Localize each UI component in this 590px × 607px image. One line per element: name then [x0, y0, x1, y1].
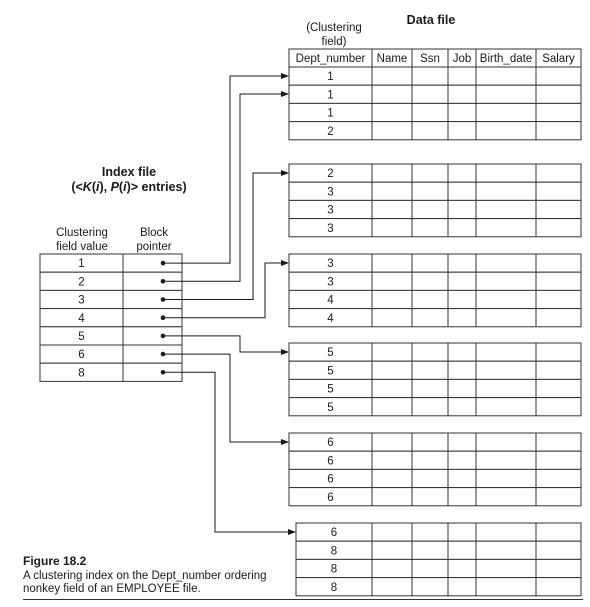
- data-block-row: [289, 254, 581, 272]
- index-col2-header-line1: Block: [139, 227, 169, 239]
- data-block-2: [289, 164, 581, 237]
- index-col2-header-line2: pointer: [136, 241, 172, 253]
- column-header-salary: Salary: [542, 53, 575, 65]
- block-pointer-arrow: [165, 263, 288, 318]
- block-pointer-dot: [161, 315, 166, 320]
- dept-number-cell: 8: [330, 545, 338, 558]
- data-block-row: [296, 559, 581, 577]
- data-block-row: [289, 309, 581, 327]
- data-file-title: Data file: [406, 13, 456, 27]
- block-pointer-dot: [161, 334, 166, 339]
- block-pointer-dot: [161, 370, 166, 375]
- index-entry-row: [40, 254, 182, 272]
- block-pointer-dot: [161, 297, 166, 302]
- data-block-3: [289, 254, 581, 327]
- dept-number-cell: 6: [330, 527, 338, 540]
- block-pointer-arrow: [165, 76, 288, 263]
- clustering-field-value: 6: [78, 349, 85, 362]
- column-header-job: Job: [452, 53, 472, 65]
- data-block-5: [289, 433, 581, 506]
- figure-caption-text: A clustering index on the Dept_number ordering nonkey field of an EMPLOYEE file.: [23, 569, 267, 595]
- dept-number-cell: 2: [327, 125, 334, 138]
- clustering-field-value: 8: [78, 367, 85, 380]
- data-blocks: [289, 67, 581, 596]
- dept-number-cell: 4: [327, 312, 334, 325]
- data-block-row: [289, 219, 581, 237]
- data-block-row: [289, 361, 581, 379]
- data-block-4: [289, 343, 581, 416]
- index-file-subtitle: (<K(i), P(i)> entries): [71, 180, 187, 194]
- block-pointer-arrow: [165, 354, 288, 442]
- data-block-row: [289, 85, 581, 103]
- block-pointer-arrow: [165, 336, 288, 352]
- data-block-row: [289, 488, 581, 506]
- index-entry-row: [40, 290, 182, 308]
- column-header-name: Name: [376, 53, 408, 65]
- data-block-row: [289, 433, 581, 451]
- index-entry-row: [40, 272, 182, 290]
- dept-number-cell: 3: [327, 258, 334, 271]
- data-block-row: [289, 343, 581, 361]
- data-block-row: [289, 290, 581, 308]
- dept-number-cell: 3: [327, 204, 334, 217]
- dept-number-cell: 6: [327, 455, 334, 468]
- dept-number-cell: 1: [327, 107, 334, 120]
- block-pointer-dot: [161, 279, 166, 284]
- clustering-note-line2: field): [321, 36, 347, 48]
- clustering-field-value: 1: [78, 258, 85, 271]
- index-entry-row: [40, 345, 182, 363]
- clustering-note-line1: (Clustering: [306, 22, 362, 34]
- data-block-row: [289, 451, 581, 469]
- dept-number-cell: 6: [327, 437, 334, 450]
- index-entry-row: [40, 363, 182, 381]
- data-block-row: [289, 122, 581, 140]
- data-file-header-row: [289, 49, 581, 67]
- pointer-arrows: [165, 76, 295, 532]
- index-file-title: Index file: [101, 165, 157, 179]
- index-table: [40, 254, 182, 381]
- column-header-birth-date: Birth_date: [479, 53, 533, 65]
- data-block-row: [289, 398, 581, 416]
- data-block-row: [296, 541, 581, 559]
- data-block-row: [289, 103, 581, 121]
- clustering-field-value: 3: [78, 294, 85, 307]
- column-header-ssn: Ssn: [420, 53, 440, 65]
- data-block-row: [289, 272, 581, 290]
- data-block-row: [296, 578, 581, 596]
- dept-number-cell: 4: [327, 294, 334, 307]
- data-block-row: [289, 200, 581, 218]
- dept-number-cell: 5: [327, 401, 334, 414]
- dept-number-cell: 5: [327, 347, 334, 360]
- data-block-row: [296, 523, 581, 541]
- dept-number-cell: 6: [327, 491, 334, 504]
- dept-number-cell: 8: [330, 563, 338, 576]
- index-col1-header-line1: Clustering: [56, 227, 108, 239]
- dept-number-cell: 8: [330, 581, 338, 594]
- dept-number-cell: 1: [327, 89, 334, 102]
- data-block-6: [296, 523, 581, 596]
- data-block-row: [289, 379, 581, 397]
- dept-number-cell: 3: [327, 222, 334, 235]
- index-col1-header-line2: field value: [56, 241, 108, 253]
- dept-number-cell: 5: [327, 383, 334, 396]
- index-entry-row: [40, 309, 182, 327]
- dept-number-cell: 5: [327, 365, 334, 378]
- block-pointer-dot: [161, 352, 166, 357]
- data-block-row: [289, 469, 581, 487]
- figure-caption: [23, 555, 273, 597]
- dept-number-cell: 3: [327, 276, 334, 289]
- figure-caption-title: Figure 18.2: [23, 554, 87, 568]
- index-entry-row: [40, 327, 182, 345]
- column-header-dept-number: Dept_number: [295, 53, 366, 65]
- data-block-row: [289, 164, 581, 182]
- dept-number-cell: 1: [327, 71, 334, 84]
- dept-number-cell: 6: [327, 473, 334, 486]
- data-block-row: [289, 67, 581, 85]
- bottom-rule: [23, 599, 583, 600]
- clustering-field-value: 2: [78, 276, 85, 289]
- clustering-field-value: 4: [78, 312, 85, 325]
- data-block-row: [289, 182, 581, 200]
- data-block-1: [289, 67, 581, 140]
- clustering-field-value: 5: [78, 331, 85, 343]
- block-pointer-dot: [161, 261, 166, 266]
- dept-number-cell: 2: [327, 168, 334, 181]
- dept-number-cell: 3: [327, 186, 334, 199]
